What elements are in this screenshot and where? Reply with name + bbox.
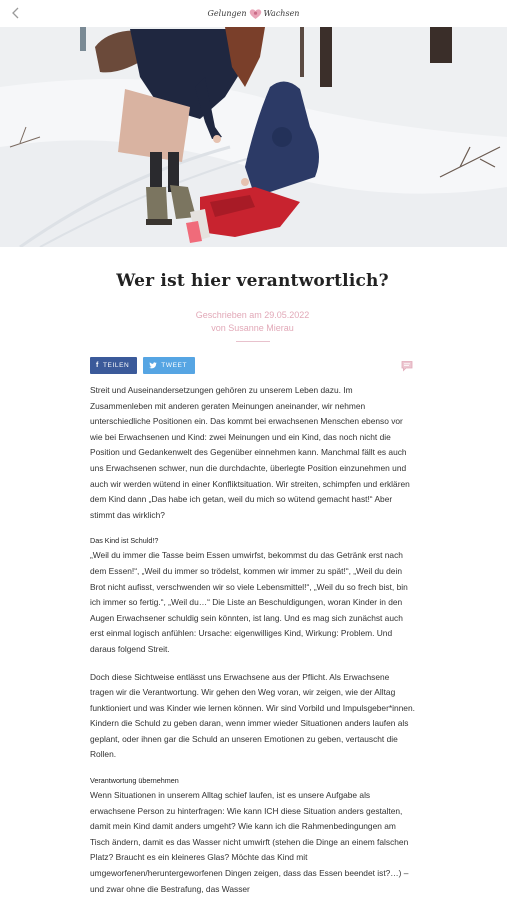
- share-facebook-label: TEILEN: [102, 362, 130, 369]
- article-body: [90, 383, 415, 897]
- chevron-left-icon: [11, 7, 21, 19]
- meta-divider: [236, 341, 270, 342]
- hero-image: [0, 27, 507, 247]
- comment-icon: [401, 360, 413, 372]
- back-button[interactable]: [8, 5, 24, 21]
- share-facebook-button[interactable]: [90, 357, 137, 374]
- paragraph: Wenn Situationen in unserem Alltag schief laufen, ist es unsere Aufgabe als erwachsene Person zu hinterfragen: Wie kann ICH diese Situation anders gestalten, damit mein Kind damit anders umgeht? Wie kann ich die Rahmenbedingungen am Tisch ändern, damit es das Wasser nicht umwirft (stehen die Dinge an einem falschen Platz? Braucht es ein kleineres Glas? Möchte das Kind mit umgeworfenen/heruntergeworfenen Dingen zeigen, dass das Essen beendet ist?…) – und zwar ohne die Bestrafung, das Wasser: [90, 790, 409, 894]
- snow-scene-illustration: [0, 27, 507, 247]
- comment-button[interactable]: [401, 359, 413, 371]
- article-meta: [90, 309, 415, 335]
- logo-text-right: Wachsen: [263, 9, 300, 18]
- share-twitter-button[interactable]: [143, 357, 195, 374]
- paragraph: Doch diese Sichtweise entlässt uns Erwachsene aus der Pflicht. Als Erwachsene tragen wir die Verantwortung. Wir gehen den Weg voran, wir zeigen, wie der Alltag funktioniert und was Kinder wie lernen können. Wir sind Vorbild und Impulsgeber*innen. Kindern die Schuld zu geben daran, wenn immer wieder Situationen anders laufen als geplant, oder ihnen gar die Schuld an unseren Emotionen zu geben, vertauscht die Rollen.: [90, 671, 415, 760]
- share-twitter-label: TWEET: [161, 362, 188, 369]
- article-title: Wer ist hier verantwortlich?: [116, 271, 389, 291]
- facebook-icon: f: [96, 362, 99, 369]
- twitter-bird-icon: [149, 362, 157, 369]
- logo-text-left: Gelungen: [207, 9, 247, 18]
- paragraph: „Weil du immer die Tasse beim Essen umwirfst, bekommst du das Getränk erst nach dem Essen!“, „Weil du immer so trödelst, kommen wir immer zu spät!“, „Weil du dein Brot nicht aufisst, verschwenden wir so viele Lebensmittel!“, „Weil du so frech bist, bin ich immer so fertig.“, „Weil du…“ Die Liste an Beschuldigungen, woran Kinder in den Augen Erwachsener schuldig sein könnten, ist lang. Und es mag sich zunächst auch erst einmal logisch anfühlen: Ursache: eigenwilliges Kind, Wirkung: Problem. Und daraus folgend Streit.: [90, 550, 408, 654]
- share-row: [90, 357, 415, 374]
- site-logo[interactable]: [208, 8, 300, 20]
- heart-icon: [249, 8, 262, 20]
- section-heading: Verantwortung übernehmen: [90, 776, 179, 786]
- article: [90, 247, 415, 900]
- article-author[interactable]: von Susanne Mierau: [211, 323, 294, 333]
- section-heading: Das Kind ist Schuld!?: [90, 536, 159, 546]
- top-bar: [0, 0, 507, 27]
- paragraph: Streit und Auseinandersetzungen gehören zu unserem Leben dazu. Im Zusammenleben mit anderen geraten Meinungen aneinander, wir nehmen unterschiedliche Positionen ein. Das kommt bei erwachsenen Menschen ebenso vor wie bei Erwachsenen und Kind: zwei Meinungen und ein Kind, das noch nicht die Position und Gedankenwelt des Gegenüber einnehmen kann. Manchmal fällt es auch uns Erwachsenen schwer, nun die durchdachte, überlegte Position einzunehmen und auch wir werden wütend in einer Konfliktsituation. Wir streiten, schimpfen und erklären dem Kind dann „Das habe ich getan, weil du mich so wütend gemacht hast!“ Aber stimmt das wirklich?: [90, 385, 410, 520]
- article-date: Geschrieben am 29.05.2022: [195, 310, 310, 320]
